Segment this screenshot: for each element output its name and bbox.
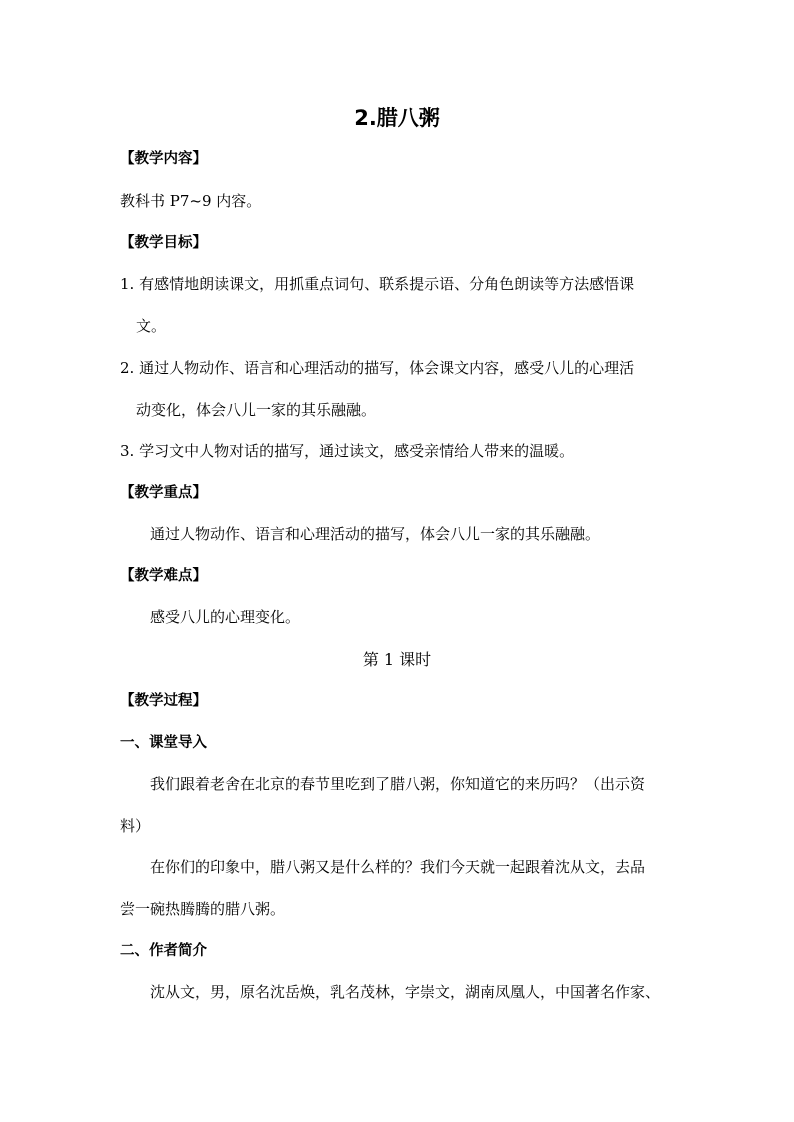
part2-heading: 二、作者简介	[120, 943, 207, 959]
part1-heading: 一、课堂导入	[120, 735, 207, 751]
goal-1-line-1: 1. 有感情地朗读课文，用抓重点词句、联系提示语、分角色朗读等方法感悟课	[120, 275, 635, 293]
content-heading: 【教学内容】	[120, 151, 207, 167]
process-heading: 【教学过程】	[120, 693, 207, 709]
difficulty-heading: 【教学难点】	[120, 568, 207, 584]
content-text: 教科书 P7~9 内容。	[120, 192, 262, 210]
goal-2-line-1: 2. 通过人物动作、语言和心理活动的描写，体会课文内容，感受八儿的心理活	[120, 359, 635, 377]
document-title: 2.腊八粥	[354, 106, 440, 130]
part1-p1-line-1: 我们跟着老舍在北京的春节里吃到了腊八粥，你知道它的来历吗？（出示资	[150, 775, 646, 793]
part1-p2-line-2: 尝一碗热腾腾的腊八粥。	[120, 900, 286, 918]
lesson-label: 第 1 课时	[362, 650, 432, 669]
goals-heading: 【教学目标】	[120, 235, 207, 251]
key-point-heading: 【教学重点】	[120, 485, 207, 501]
part1-p1-line-2: 料）	[120, 817, 151, 835]
part1-p2-line-1: 在你们的印象中，腊八粥又是什么样的？我们今天就一起跟着沈从文，去品	[150, 858, 646, 876]
goal-1-line-2: 文。	[136, 317, 167, 335]
key-point-text: 通过人物动作、语言和心理活动的描写，体会八儿一家的其乐融融。	[150, 525, 601, 543]
difficulty-text: 感受八儿的心理变化。	[150, 608, 301, 626]
goal-3-line-1: 3. 学习文中人物对话的描写，通过读文，感受亲情给人带来的温暖。	[120, 442, 575, 460]
goal-2-line-2: 动变化，体会八儿一家的其乐融融。	[136, 401, 377, 419]
part2-p1-line-1: 沈从文，男，原名沈岳焕，乳名茂林，字崇文，湖南凤凰人，中国著名作家、	[150, 983, 661, 1001]
